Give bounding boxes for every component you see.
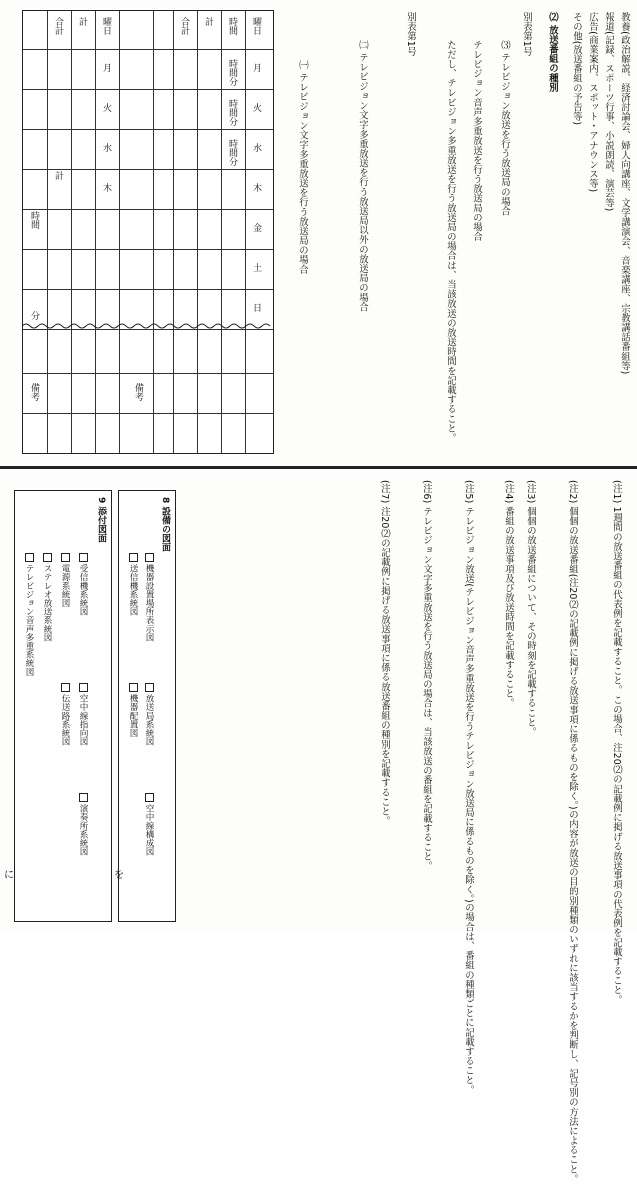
note-2: (注2) 個個の放送番組(注20⑵の記載例に掲げる放送事項に係るものを除く。)の内容が放送の目的別種類のいずれに該当するかを判断し、記号別の方法によること。: [567, 480, 578, 1184]
sum-row-label: 合計: [179, 17, 189, 35]
checkbox-option[interactable]: 機器設置場所表示図: [143, 551, 154, 641]
remarks-label: 備考: [29, 383, 39, 401]
upper-section: [0, 0, 637, 462]
note-6: (注6) テレビジョン文字多重放送を行う放送局の場合は、当該放送の番組を記載すること。: [421, 480, 432, 872]
checkbox-option[interactable]: 送信機系統図: [127, 551, 138, 616]
note-5: (注5) テレビジョン放送(テレビジョン音声多重放送を行うテレビジョン放送局に係るものを除く。)の場合は、番組の種類ごとに記載すること。: [463, 480, 474, 1095]
note-b: テレビジョン音声多重放送を行う放送局の場合: [471, 40, 482, 242]
total-label: 計: [53, 171, 63, 180]
checkbox[interactable]: [25, 553, 34, 562]
minute-label: 分: [227, 117, 237, 126]
remarks-label: 備考: [133, 383, 143, 401]
checkbox-option[interactable]: 電源系統図: [59, 551, 70, 607]
minute-label: 分: [227, 157, 237, 166]
side-mark: に: [4, 870, 14, 881]
section-title: 別表第1号: [521, 12, 532, 57]
wave-break-line: [22, 322, 272, 330]
day-header: 曜日: [251, 17, 261, 35]
checkbox[interactable]: [79, 793, 88, 802]
checkbox[interactable]: [43, 553, 52, 562]
note-a: ⑶ テレビジョン放送を行う放送局の場合: [499, 40, 510, 216]
day-mon: 月: [251, 63, 261, 72]
day-thu: 木: [101, 183, 111, 192]
checkbox[interactable]: [129, 553, 138, 562]
day-sat: 土: [251, 263, 261, 272]
sum-row-label: 合計: [53, 17, 63, 35]
hour-label: 時間: [227, 139, 237, 157]
day-mon: 月: [101, 63, 111, 72]
page-divider: [0, 466, 637, 469]
checkbox-option[interactable]: 機器配置図: [127, 681, 138, 737]
lower-section: [0, 470, 637, 1184]
checkbox[interactable]: [145, 553, 154, 562]
category-3: 広告(商業案内、スポット・アナウンス等): [587, 12, 598, 193]
checkbox[interactable]: [61, 553, 70, 562]
section-title: 別表第1号: [405, 12, 416, 57]
note-4: (注4) 番組の放送事項及び放送時間を記載すること。: [503, 480, 514, 709]
day-wed: 水: [101, 143, 111, 152]
note-c: ただし、テレビジョン多重放送を行う放送局の場合は、当該放送の放送時間を記載すること。: [445, 40, 456, 443]
attachments-box-2: [14, 490, 112, 922]
broadcast-schedule-table: [22, 10, 274, 454]
checkbox-option[interactable]: 受信機系統図: [77, 551, 88, 616]
note-1: (注1) 1週間の放送番組の代表例を記載すること。この場合、注20⑵の記載例に掲げる放送事項の代表例を記載すること。: [611, 480, 622, 1005]
checkbox-option[interactable]: 空中線指向図: [77, 681, 88, 746]
total-label: 計: [203, 17, 213, 26]
checkbox-option[interactable]: テレビジョン音声多重系統図: [23, 551, 34, 676]
checkbox[interactable]: [145, 793, 154, 802]
checkbox-option[interactable]: ステレオ放送系統図: [41, 551, 52, 641]
day-thu: 木: [251, 183, 261, 192]
category-2: 報道(記録、スポーツ行事、小説朗読、演芸等): [603, 12, 614, 212]
hour-label: 時間: [227, 99, 237, 117]
item-heading: ⑵ 放送番組の種別: [547, 12, 558, 93]
table-title-2: ㈡ テレビジョン文字多重放送を行う放送局以外の放送局の場合: [357, 40, 368, 312]
table-title-1: ㈠ テレビジョン文字多重放送を行う放送局の場合: [297, 60, 308, 275]
box-title-2: 9 添付図面: [96, 497, 106, 543]
checkbox[interactable]: [79, 683, 88, 692]
day-tue: 火: [101, 103, 111, 112]
box-title-1: 8 設備の図面: [160, 497, 170, 552]
checkbox-option[interactable]: 放送局系統図: [143, 681, 154, 746]
checkbox[interactable]: [79, 553, 88, 562]
checkbox[interactable]: [145, 683, 154, 692]
minute-label: 分: [29, 311, 39, 320]
checkbox[interactable]: [129, 683, 138, 692]
checkbox-option[interactable]: 演奏所系統図: [77, 791, 88, 856]
note-7: (注7) 注20⑵の記載例に掲げる放送事項に係る放送番組の種別を記載すること。: [379, 480, 390, 826]
day-sun: 日: [251, 303, 261, 312]
checkbox-option[interactable]: 伝送路系統図: [59, 681, 70, 746]
note-3: (注3) 個個の放送番組について、その時刻を記載すること。: [525, 480, 536, 737]
category-1: 教養(政治解説、経済討論会、婦人向講座、文学講演会、音楽講座、宗教講話番組等): [619, 12, 630, 375]
time-header: 時間: [29, 211, 39, 229]
checkbox[interactable]: [61, 683, 70, 692]
hour-label: 時間: [227, 59, 237, 77]
time-header: 時間: [227, 17, 237, 35]
day-header: 曜日: [101, 17, 111, 35]
day-fri: 金: [251, 223, 261, 232]
attachments-box-1: [118, 490, 176, 922]
minute-label: 分: [227, 77, 237, 86]
checkbox-option[interactable]: 空中線構成図: [143, 791, 154, 856]
day-wed: 水: [251, 143, 261, 152]
total-label: 計: [77, 17, 87, 26]
category-4: その他(放送番組の予告等): [571, 12, 582, 126]
day-tue: 火: [251, 103, 261, 112]
side-mark: を: [114, 870, 124, 881]
